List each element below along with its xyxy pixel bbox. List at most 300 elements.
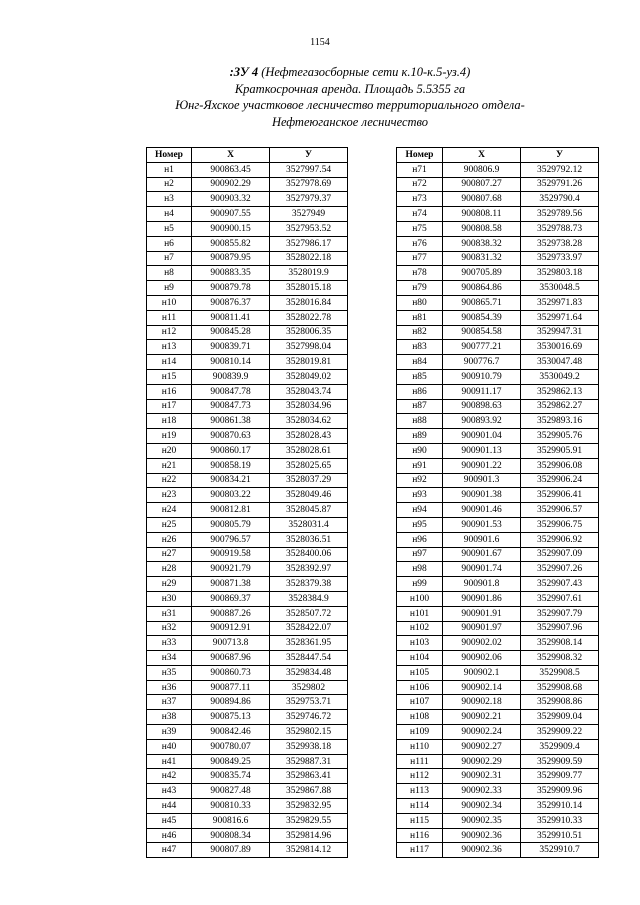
coord-y: 3528384.9 — [270, 591, 348, 606]
coord-x: 900901.74 — [443, 562, 521, 577]
coord-y: 3529938.18 — [270, 739, 348, 754]
table-row — [397, 207, 599, 222]
table-row — [397, 739, 599, 754]
coord-y: 3529803.18 — [521, 266, 599, 281]
coord-x: 900901.8 — [443, 577, 521, 592]
coord-y: 3529862.27 — [521, 399, 599, 414]
point-number: н72 — [397, 177, 443, 192]
coord-y: 3529832.95 — [270, 799, 348, 814]
table-row — [397, 399, 599, 414]
point-number: н71 — [397, 162, 443, 177]
coord-y: 3529862.13 — [521, 384, 599, 399]
point-number: н12 — [147, 325, 192, 340]
table-row — [147, 251, 348, 266]
coord-x: 900910.79 — [443, 369, 521, 384]
point-number: н110 — [397, 739, 443, 754]
point-number: н6 — [147, 236, 192, 251]
point-number: н26 — [147, 532, 192, 547]
coord-y: 3527978.69 — [270, 177, 348, 192]
coord-x: 900869.37 — [192, 591, 270, 606]
coord-x: 900845.28 — [192, 325, 270, 340]
coord-x: 900902.36 — [443, 843, 521, 858]
coord-y: 3529789.56 — [521, 207, 599, 222]
coord-x: 900901.91 — [443, 606, 521, 621]
coord-x: 900854.39 — [443, 310, 521, 325]
coord-x: 900847.73 — [192, 399, 270, 414]
coord-x: 900705.89 — [443, 266, 521, 281]
coord-y: 3528361.95 — [270, 636, 348, 651]
coord-x: 900902.18 — [443, 695, 521, 710]
coord-x: 900883.35 — [192, 266, 270, 281]
table-row — [147, 680, 348, 695]
coord-x: 900810.14 — [192, 355, 270, 370]
coord-y: 3529909.77 — [521, 769, 599, 784]
coord-x: 900807.27 — [443, 177, 521, 192]
coord-x: 900875.13 — [192, 710, 270, 725]
point-number: н115 — [397, 813, 443, 828]
coord-x: 900902.27 — [443, 739, 521, 754]
coord-x: 900902.36 — [443, 828, 521, 843]
table-header-row — [147, 148, 348, 163]
coord-x: 900831.32 — [443, 251, 521, 266]
point-number: н89 — [397, 429, 443, 444]
coord-y: 3529910.7 — [521, 843, 599, 858]
coord-y: 3529733.97 — [521, 251, 599, 266]
coord-x: 900834.21 — [192, 473, 270, 488]
table-row — [397, 295, 599, 310]
coord-y: 3529788.73 — [521, 221, 599, 236]
point-number: н86 — [397, 384, 443, 399]
table-row — [147, 828, 348, 843]
coord-x: 900901.86 — [443, 591, 521, 606]
coord-x: 900806.9 — [443, 162, 521, 177]
table-row — [147, 784, 348, 799]
coord-x: 900839.71 — [192, 340, 270, 355]
table-row — [397, 577, 599, 592]
coord-y: 3528019.9 — [270, 266, 348, 281]
point-number: н45 — [147, 813, 192, 828]
coord-y: 3528400.06 — [270, 547, 348, 562]
coord-x: 900902.1 — [443, 665, 521, 680]
point-number: н13 — [147, 340, 192, 355]
point-number: н103 — [397, 636, 443, 651]
coord-y: 3528422.07 — [270, 621, 348, 636]
table-row — [397, 754, 599, 769]
coord-x: 900887.26 — [192, 606, 270, 621]
coord-x: 900808.58 — [443, 221, 521, 236]
coord-x: 900901.46 — [443, 503, 521, 518]
coord-y: 3528045.87 — [270, 503, 348, 518]
table-row — [397, 266, 599, 281]
coord-y: 3529907.26 — [521, 562, 599, 577]
coord-y: 3528028.43 — [270, 429, 348, 444]
table-row — [397, 665, 599, 680]
table-row — [147, 295, 348, 310]
coord-y: 3529906.24 — [521, 473, 599, 488]
point-number: н46 — [147, 828, 192, 843]
coord-y: 3529792.12 — [521, 162, 599, 177]
coord-x: 900777.21 — [443, 340, 521, 355]
point-number: н43 — [147, 784, 192, 799]
coord-x: 900901.67 — [443, 547, 521, 562]
table-row — [397, 547, 599, 562]
plot-code: :ЗУ 4 — [229, 65, 259, 79]
point-number: н113 — [397, 784, 443, 799]
coord-x: 900901.13 — [443, 443, 521, 458]
point-number: н2 — [147, 177, 192, 192]
coord-x: 900808.11 — [443, 207, 521, 222]
table-row — [147, 340, 348, 355]
point-number: н92 — [397, 473, 443, 488]
coord-y: 3527979.37 — [270, 192, 348, 207]
table-row — [397, 651, 599, 666]
table-row — [397, 843, 599, 858]
header-number: Номер — [147, 148, 192, 163]
table-body — [147, 162, 348, 857]
table-row — [397, 503, 599, 518]
coord-x: 900902.33 — [443, 784, 521, 799]
coord-y: 3528015.18 — [270, 281, 348, 296]
table-row — [147, 369, 348, 384]
coord-y: 3528392.97 — [270, 562, 348, 577]
coord-y: 3529907.96 — [521, 621, 599, 636]
coord-x: 900805.79 — [192, 517, 270, 532]
point-number: н90 — [397, 443, 443, 458]
point-number: н29 — [147, 577, 192, 592]
coord-y: 3529834.48 — [270, 665, 348, 680]
table-row — [397, 562, 599, 577]
coord-y: 3529906.57 — [521, 503, 599, 518]
coord-y: 3528379.38 — [270, 577, 348, 592]
table-row — [147, 606, 348, 621]
point-number: н27 — [147, 547, 192, 562]
coord-y: 3529909.4 — [521, 739, 599, 754]
coord-x: 900858.19 — [192, 458, 270, 473]
table-row — [147, 443, 348, 458]
point-number: н39 — [147, 725, 192, 740]
table-row — [397, 695, 599, 710]
coord-x: 900864.86 — [443, 281, 521, 296]
table-row — [397, 251, 599, 266]
table-row — [397, 192, 599, 207]
point-number: н94 — [397, 503, 443, 518]
coord-y: 3530047.48 — [521, 355, 599, 370]
coord-x: 900903.32 — [192, 192, 270, 207]
table-row — [397, 458, 599, 473]
coord-x: 900901.04 — [443, 429, 521, 444]
coord-x: 900816.6 — [192, 813, 270, 828]
coordinates-table-right — [396, 147, 599, 858]
point-number: н30 — [147, 591, 192, 606]
coord-y: 3529908.14 — [521, 636, 599, 651]
coord-y: 3529829.55 — [270, 813, 348, 828]
coord-x: 900902.06 — [443, 651, 521, 666]
point-number: н37 — [147, 695, 192, 710]
coordinates-table-left — [146, 147, 348, 858]
point-number: н93 — [397, 488, 443, 503]
table-row — [147, 754, 348, 769]
table-row — [147, 488, 348, 503]
coord-y: 3528019.81 — [270, 355, 348, 370]
point-number: н31 — [147, 606, 192, 621]
table-row — [147, 221, 348, 236]
point-number: н44 — [147, 799, 192, 814]
coord-y: 3528016.84 — [270, 295, 348, 310]
table-row — [397, 636, 599, 651]
table-row — [397, 443, 599, 458]
point-number: н106 — [397, 680, 443, 695]
table-row — [147, 651, 348, 666]
coord-x: 900902.35 — [443, 813, 521, 828]
point-number: н25 — [147, 517, 192, 532]
point-number: н104 — [397, 651, 443, 666]
coord-y: 3529908.86 — [521, 695, 599, 710]
point-number: н36 — [147, 680, 192, 695]
point-number: н105 — [397, 665, 443, 680]
table-header-row — [397, 148, 599, 163]
table-row — [147, 310, 348, 325]
coord-x: 900902.31 — [443, 769, 521, 784]
table-row — [147, 547, 348, 562]
coord-y: 3529814.12 — [270, 843, 348, 858]
coord-x: 900921.79 — [192, 562, 270, 577]
table-row — [397, 606, 599, 621]
table-row — [397, 340, 599, 355]
point-number: н75 — [397, 221, 443, 236]
coord-y: 3527997.54 — [270, 162, 348, 177]
coord-y: 3529802.15 — [270, 725, 348, 740]
coord-y: 3529905.76 — [521, 429, 599, 444]
coord-x: 900810.33 — [192, 799, 270, 814]
heading-line-3: Юнг-Яхское участковое лесничество территориального отдела- — [175, 98, 525, 112]
point-number: н19 — [147, 429, 192, 444]
table-row — [397, 310, 599, 325]
coord-y: 3528049.46 — [270, 488, 348, 503]
point-number: н112 — [397, 769, 443, 784]
table-row — [147, 192, 348, 207]
coord-x: 900902.24 — [443, 725, 521, 740]
point-number: н17 — [147, 399, 192, 414]
page-number: 1154 — [310, 37, 330, 48]
point-number: н32 — [147, 621, 192, 636]
table-row — [397, 591, 599, 606]
table-row — [397, 355, 599, 370]
header-x: X — [443, 148, 521, 163]
coord-y: 3528036.51 — [270, 532, 348, 547]
table-row — [147, 710, 348, 725]
table-row — [397, 799, 599, 814]
coord-x: 900912.91 — [192, 621, 270, 636]
table-row — [397, 384, 599, 399]
coord-x: 900803.22 — [192, 488, 270, 503]
point-number: н91 — [397, 458, 443, 473]
point-number: н107 — [397, 695, 443, 710]
point-number: н73 — [397, 192, 443, 207]
point-number: н98 — [397, 562, 443, 577]
heading-line-2: Краткосрочная аренда. Площадь 5.5355 га — [234, 81, 466, 96]
table-row — [147, 458, 348, 473]
coord-x: 900842.46 — [192, 725, 270, 740]
point-number: н42 — [147, 769, 192, 784]
point-number: н77 — [397, 251, 443, 266]
coord-x: 900827.48 — [192, 784, 270, 799]
coord-x: 900807.89 — [192, 843, 270, 858]
coord-x: 900847.78 — [192, 384, 270, 399]
table-row — [147, 399, 348, 414]
coord-y: 3529791.26 — [521, 177, 599, 192]
point-number: н15 — [147, 369, 192, 384]
coord-x: 900902.34 — [443, 799, 521, 814]
table-row — [147, 739, 348, 754]
coord-y: 3529906.41 — [521, 488, 599, 503]
coord-x: 900893.92 — [443, 414, 521, 429]
table-row — [147, 207, 348, 222]
coord-y: 3528034.96 — [270, 399, 348, 414]
coordinates-table — [396, 147, 599, 858]
point-number: н40 — [147, 739, 192, 754]
coord-x: 900808.34 — [192, 828, 270, 843]
coord-x: 900900.15 — [192, 221, 270, 236]
table-row — [147, 769, 348, 784]
point-number: н76 — [397, 236, 443, 251]
point-number: н111 — [397, 754, 443, 769]
table-row — [147, 591, 348, 606]
heading-line-4: Нефтеюганское лесничество — [271, 114, 429, 129]
coord-x: 900807.68 — [443, 192, 521, 207]
table-row — [147, 799, 348, 814]
point-number: н81 — [397, 310, 443, 325]
point-number: н34 — [147, 651, 192, 666]
table-row — [397, 532, 599, 547]
point-number: н21 — [147, 458, 192, 473]
table-row — [397, 710, 599, 725]
table-row — [397, 177, 599, 192]
point-number: н117 — [397, 843, 443, 858]
coord-x: 900839.9 — [192, 369, 270, 384]
coord-x: 900687.96 — [192, 651, 270, 666]
document-heading — [140, 64, 560, 130]
point-number: н99 — [397, 577, 443, 592]
coord-x: 900713.8 — [192, 636, 270, 651]
coord-y: 3529907.79 — [521, 606, 599, 621]
coord-x: 900901.97 — [443, 621, 521, 636]
coord-y: 3529908.68 — [521, 680, 599, 695]
coord-y: 3529907.09 — [521, 547, 599, 562]
coord-x: 900870.63 — [192, 429, 270, 444]
coord-x: 900902.21 — [443, 710, 521, 725]
point-number: н79 — [397, 281, 443, 296]
point-number: н87 — [397, 399, 443, 414]
coord-y: 3529867.88 — [270, 784, 348, 799]
coord-x: 900877.11 — [192, 680, 270, 695]
coord-x: 900901.38 — [443, 488, 521, 503]
table-row — [397, 621, 599, 636]
coord-y: 3529971.64 — [521, 310, 599, 325]
coord-y: 3528028.61 — [270, 443, 348, 458]
coord-x: 900901.22 — [443, 458, 521, 473]
coord-y: 3529746.72 — [270, 710, 348, 725]
point-number: н97 — [397, 547, 443, 562]
coord-y: 3529814.96 — [270, 828, 348, 843]
table-row — [397, 769, 599, 784]
coord-x: 900901.53 — [443, 517, 521, 532]
coord-y: 3529906.75 — [521, 517, 599, 532]
table-row — [147, 429, 348, 444]
table-row — [397, 281, 599, 296]
coord-x: 900902.02 — [443, 636, 521, 651]
table-row — [147, 665, 348, 680]
coord-x: 900901.3 — [443, 473, 521, 488]
table-row — [147, 695, 348, 710]
coord-x: 900849.25 — [192, 754, 270, 769]
coord-y: 3529971.83 — [521, 295, 599, 310]
coord-x: 900865.71 — [443, 295, 521, 310]
coord-x: 900911.17 — [443, 384, 521, 399]
table-row — [397, 725, 599, 740]
table-row — [147, 325, 348, 340]
coord-y: 3529908.32 — [521, 651, 599, 666]
table-row — [147, 414, 348, 429]
coord-x: 900780.07 — [192, 739, 270, 754]
coord-x: 900898.63 — [443, 399, 521, 414]
coord-y: 3528049.02 — [270, 369, 348, 384]
coord-x: 900871.38 — [192, 577, 270, 592]
coord-y: 3530048.5 — [521, 281, 599, 296]
coord-y: 3530049.2 — [521, 369, 599, 384]
point-number: н35 — [147, 665, 192, 680]
table-row — [147, 177, 348, 192]
coord-x: 900902.29 — [443, 754, 521, 769]
table-row — [147, 162, 348, 177]
table-row — [147, 813, 348, 828]
header-x: X — [192, 148, 270, 163]
coord-y: 3528043.74 — [270, 384, 348, 399]
coord-y: 3529909.96 — [521, 784, 599, 799]
table-row — [147, 621, 348, 636]
coord-x: 900838.32 — [443, 236, 521, 251]
coord-x: 900854.58 — [443, 325, 521, 340]
table-row — [397, 221, 599, 236]
point-number: н100 — [397, 591, 443, 606]
point-number: н11 — [147, 310, 192, 325]
point-number: н74 — [397, 207, 443, 222]
coord-y: 3529907.43 — [521, 577, 599, 592]
coord-y: 3529906.08 — [521, 458, 599, 473]
coord-y: 3529906.92 — [521, 532, 599, 547]
coord-y: 3529909.22 — [521, 725, 599, 740]
point-number: н7 — [147, 251, 192, 266]
coord-x: 900907.55 — [192, 207, 270, 222]
header-y: У — [521, 148, 599, 163]
table-row — [147, 725, 348, 740]
table-row — [397, 429, 599, 444]
coord-x: 900860.73 — [192, 665, 270, 680]
point-number: н33 — [147, 636, 192, 651]
coord-y: 3528022.78 — [270, 310, 348, 325]
coord-x: 900776.7 — [443, 355, 521, 370]
coord-y: 3528037.29 — [270, 473, 348, 488]
coord-y: 3529905.91 — [521, 443, 599, 458]
heading-line-1 — [140, 64, 560, 81]
table-row — [147, 843, 348, 858]
table-row — [397, 162, 599, 177]
table-row — [147, 532, 348, 547]
point-number: н102 — [397, 621, 443, 636]
coord-y: 3529909.59 — [521, 754, 599, 769]
coord-y: 3527986.17 — [270, 236, 348, 251]
point-number: н9 — [147, 281, 192, 296]
coord-y: 3529753.71 — [270, 695, 348, 710]
